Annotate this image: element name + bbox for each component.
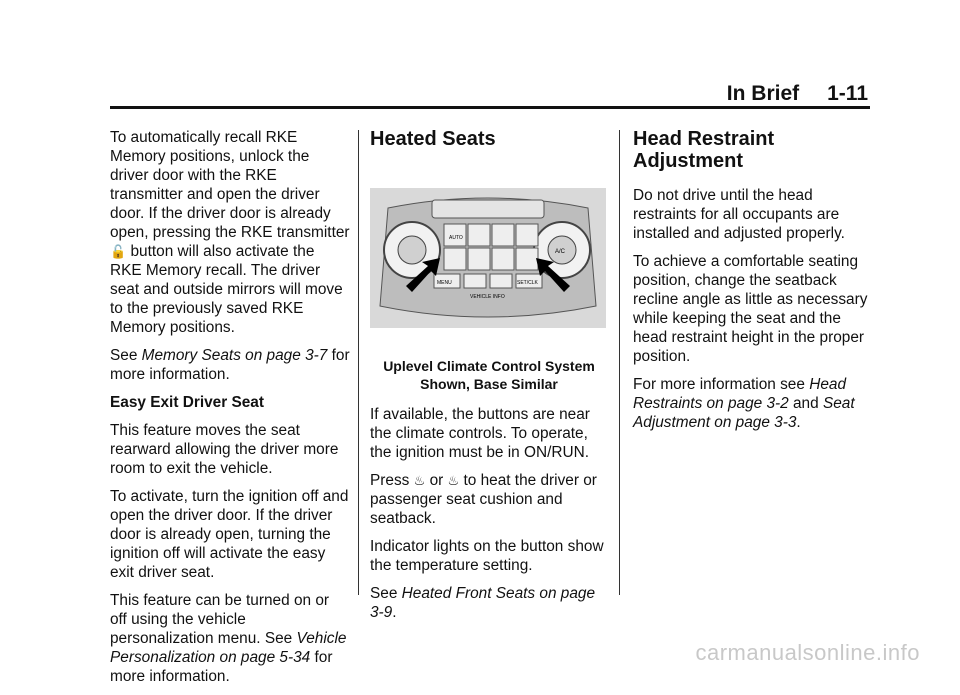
heated-driver-seat-icon: ♨ bbox=[413, 473, 426, 488]
watermark: carmanualsonline.info bbox=[695, 640, 920, 665]
cross-reference[interactable]: Memory Seats on page 3-7 bbox=[141, 347, 328, 364]
setclk-label: SET/CLK bbox=[517, 280, 538, 286]
column-3 bbox=[633, 128, 873, 441]
subheading: Easy Exit Driver Seat bbox=[110, 394, 264, 411]
unlock-icon: 🔓 bbox=[110, 244, 127, 259]
paragraph: Do not drive until the head restraints for all occupants are installed and adjusted properly. bbox=[633, 187, 845, 242]
paragraph: This feature can be turned on or off using the vehicle personalization menu. See Vehicle Personalization on page 5-34 for more information. bbox=[110, 592, 347, 685]
paragraph: To achieve a comfortable seating position, change the seatback recline angle as little as necessary while keeping the seat and the head restraint height in the proper position. bbox=[633, 253, 868, 365]
paragraph: See Heated Front Seats on page 3-9. bbox=[370, 585, 596, 621]
section-heading: Head Restraint Adjustment bbox=[633, 128, 775, 172]
page-header bbox=[727, 82, 868, 106]
cross-reference[interactable]: Seat Adjustment on page 3-3 bbox=[633, 395, 855, 431]
paragraph: This feature moves the seat rearward allowing the driver more room to exit the vehicle. bbox=[110, 422, 339, 477]
page-number: 1-11 bbox=[827, 82, 868, 105]
paragraph: See Memory Seats on page 3-7 for more information. bbox=[110, 347, 350, 383]
ac-label: A/C bbox=[555, 249, 566, 255]
cross-reference[interactable]: Head Restraints on page 3-2 bbox=[633, 376, 847, 412]
paragraph: If available, the buttons are near the climate controls. To operate, the ignition must be in ON/RUN. bbox=[370, 406, 590, 461]
menu-label: MENU bbox=[437, 280, 452, 286]
column-2 bbox=[370, 128, 608, 631]
column-divider bbox=[358, 130, 359, 595]
heated-passenger-seat-icon: ♨ bbox=[447, 473, 460, 488]
header-rule bbox=[110, 106, 870, 109]
cross-reference[interactable]: Heated Front Seats on page 3-9 bbox=[370, 585, 596, 621]
section-heading: Heated Seats bbox=[370, 128, 496, 150]
paragraph: Indicator lights on the button show the temperature setting. bbox=[370, 538, 604, 574]
paragraph: To activate, turn the ignition off and open the driver door. If the driver door is already open, turning the ignition off will activate the easy exit driver seat. bbox=[110, 488, 349, 581]
section-title: In Brief bbox=[726, 82, 800, 105]
cross-reference[interactable]: Vehicle Personalization on page 5-34 bbox=[110, 630, 347, 666]
auto-label: AUTO bbox=[449, 235, 463, 241]
column-1 bbox=[110, 128, 350, 695]
paragraph: Press ♨ or ♨ to heat the driver or passenger seat cushion and seatback. bbox=[370, 472, 597, 527]
vehicle-info-label: VEHICLE INFO bbox=[470, 294, 505, 300]
column-divider bbox=[619, 130, 620, 595]
paragraph: For more information see Head Restraints on page 3-2 and Seat Adjustment on page 3-3. bbox=[633, 376, 855, 431]
paragraph: To automatically recall RKE Memory positions, unlock the driver door with the RKE transmitter and open the driver door. If the driver door is already open, pressing the RKE transmitter 🔓 button will also activate the RKE Memory recall. The driver seat and outside mirrors will move to the previously saved RKE Memory positions. bbox=[110, 129, 350, 336]
climate-control-figure bbox=[370, 188, 606, 328]
figure-caption: Uplevel Climate Control System Shown, Base Similar bbox=[383, 358, 595, 392]
